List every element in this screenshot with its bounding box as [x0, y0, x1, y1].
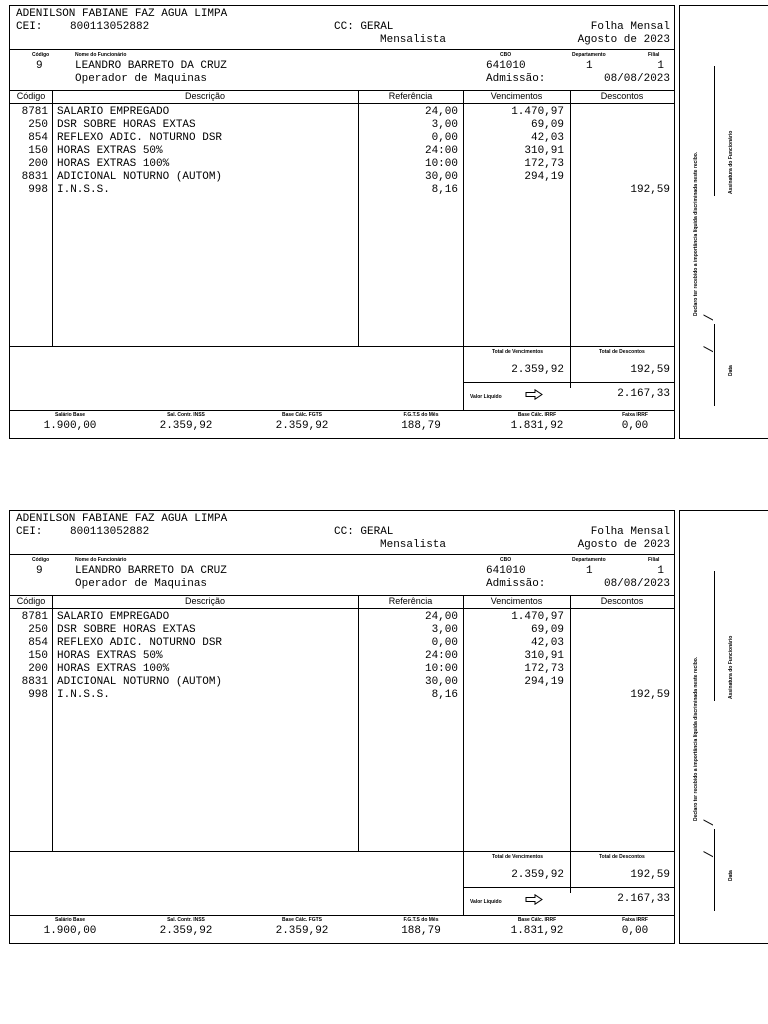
row-description: ADICIONAL NOTURNO (AUTOM) — [57, 171, 223, 183]
payslip — [9, 5, 768, 443]
footer-value: 188,79 — [401, 420, 441, 432]
row-earnings: 172,73 — [524, 158, 564, 170]
col-header-deductions: Descontos — [600, 91, 644, 101]
row-code: 8831 — [21, 676, 48, 688]
col-header-description: Descrição — [184, 596, 225, 606]
footer-label: Sal. Contr. INSS — [167, 917, 205, 923]
row-code: 8781 — [21, 106, 48, 118]
total-earnings-value: 2.359,92 — [511, 869, 564, 881]
column-divider — [463, 90, 464, 410]
admission-date: 08/08/2023 — [603, 578, 670, 590]
divider — [10, 410, 674, 411]
admission-date: 08/08/2023 — [603, 73, 670, 85]
employee-cbo: 641010 — [486, 565, 526, 577]
payment-type: Mensalista — [380, 34, 447, 46]
col-header-description: Descrição — [184, 91, 225, 101]
signature-line — [714, 66, 715, 196]
column-divider — [570, 595, 571, 893]
employee-name-label: Nome do Funcionário — [75, 52, 127, 58]
row-reference: 24,00 — [424, 106, 458, 118]
department-label: Departamento — [572, 557, 606, 563]
date-label: Data — [728, 870, 734, 881]
cbo-label: CBO — [500, 52, 512, 58]
company-name: ADENILSON FABIANE FAZ AGUA LIMPA — [16, 8, 228, 20]
footer-label: Salário Base — [54, 917, 86, 923]
column-divider — [52, 90, 53, 346]
col-header-earnings: Vencimentos — [490, 596, 543, 606]
row-description: DSR SOBRE HORAS EXTAS — [57, 119, 196, 131]
row-code: 150 — [28, 145, 48, 157]
employee-branch: 1 — [657, 565, 664, 577]
footer-label: Base Cálc. IRRF — [517, 412, 557, 418]
row-earnings: 42,03 — [530, 132, 564, 144]
total-earnings-label: Total de Vencimentos — [492, 854, 544, 860]
row-code: 250 — [28, 624, 48, 636]
row-description: DSR SOBRE HORAS EXTAS — [57, 624, 196, 636]
footer-label: Salário Base — [54, 412, 86, 418]
payslip — [9, 510, 768, 948]
employee-cbo: 641010 — [486, 60, 526, 72]
employee-code: 9 — [36, 565, 43, 577]
date-slashes: / / — [702, 305, 717, 353]
receipt-strip — [679, 510, 768, 944]
row-reference: 0,00 — [431, 637, 458, 649]
employee-branch: 1 — [657, 60, 664, 72]
branch-label: Filial — [648, 557, 660, 563]
signature-label: Assinatura do Funcionário — [728, 635, 734, 699]
cei-value: 800113052882 — [70, 21, 150, 33]
row-description: SALARIO EMPREGADO — [57, 106, 170, 118]
admission-label: Admissão: — [486, 578, 546, 590]
row-description: HORAS EXTRAS 50% — [57, 145, 163, 157]
footer-value: 0,00 — [621, 925, 649, 937]
row-description: HORAS EXTRAS 100% — [57, 158, 170, 170]
row-code: 8831 — [21, 171, 48, 183]
net-pay-label: Valor Líquido — [470, 394, 502, 400]
footer-value: 1.900,00 — [43, 420, 97, 432]
code-label: Código — [32, 557, 50, 563]
divider — [10, 851, 674, 852]
footer-value: 188,79 — [401, 925, 441, 937]
row-code: 854 — [28, 637, 48, 649]
code-label: Código — [32, 52, 50, 58]
row-reference: 24:00 — [424, 650, 458, 662]
column-divider — [570, 90, 571, 388]
signature-line — [714, 571, 715, 701]
divider — [10, 915, 674, 916]
row-earnings: 1.470,97 — [511, 611, 564, 623]
footer-value: 2.359,92 — [275, 925, 329, 937]
employee-name-label: Nome do Funcionário — [75, 557, 127, 563]
row-earnings: 294,19 — [524, 676, 564, 688]
row-earnings: 310,91 — [524, 650, 564, 662]
payslip-main — [9, 5, 675, 439]
arrow-right-icon — [525, 894, 543, 905]
employee-name: LEANDRO BARRETO DA CRUZ — [75, 60, 227, 72]
divider — [463, 887, 674, 888]
cei-value: 800113052882 — [70, 526, 150, 538]
total-earnings-value: 2.359,92 — [511, 364, 564, 376]
net-pay-value: 2.167,33 — [617, 893, 670, 905]
payment-type: Mensalista — [380, 539, 447, 551]
employee-department: 1 — [586, 60, 593, 72]
row-reference: 24,00 — [424, 611, 458, 623]
row-description: SALARIO EMPREGADO — [57, 611, 170, 623]
row-description: ADICIONAL NOTURNO (AUTOM) — [57, 676, 223, 688]
footer-value: 1.831,92 — [510, 420, 564, 432]
employee-role: Operador de Maquinas — [75, 578, 208, 590]
col-header-earnings: Vencimentos — [490, 91, 543, 101]
row-code: 250 — [28, 119, 48, 131]
document-title: Folha Mensal — [590, 526, 670, 538]
divider — [10, 103, 674, 104]
date-slashes: / / — [702, 810, 717, 858]
row-reference: 10:00 — [424, 158, 458, 170]
row-code: 998 — [28, 689, 48, 701]
total-deductions-value: 192,59 — [630, 869, 670, 881]
row-reference: 10:00 — [424, 663, 458, 675]
footer-label: Base Cálc. IRRF — [517, 917, 557, 923]
row-reference: 3,00 — [431, 119, 458, 131]
col-header-code: Código — [16, 91, 46, 101]
branch-label: Filial — [648, 52, 660, 58]
footer-value: 1.831,92 — [510, 925, 564, 937]
column-divider — [463, 595, 464, 915]
total-earnings-label: Total de Vencimentos — [492, 349, 544, 355]
employee-name: LEANDRO BARRETO DA CRUZ — [75, 565, 227, 577]
company-name: ADENILSON FABIANE FAZ AGUA LIMPA — [16, 513, 228, 525]
footer-label: F.G.T.S do Mês — [403, 412, 439, 418]
total-deductions-label: Total de Descontos — [599, 349, 645, 355]
column-divider — [358, 90, 359, 346]
arrow-right-icon — [525, 389, 543, 400]
row-earnings: 69,09 — [530, 119, 564, 131]
employee-role: Operador de Maquinas — [75, 73, 208, 85]
divider — [10, 346, 674, 347]
period: Agosto de 2023 — [577, 34, 670, 46]
footer-value: 2.359,92 — [159, 925, 213, 937]
row-reference: 0,00 — [431, 132, 458, 144]
receipt-strip — [679, 5, 768, 439]
row-reference: 3,00 — [431, 624, 458, 636]
row-deductions: 192,59 — [630, 184, 670, 196]
row-reference: 8,16 — [431, 689, 458, 701]
payslip-main — [9, 510, 675, 944]
row-earnings: 69,09 — [530, 624, 564, 636]
employee-code: 9 — [36, 60, 43, 72]
receipt-declaration: Declaro ter recebido a importância líquida discriminada neste recibo. — [693, 656, 699, 821]
net-pay-value: 2.167,33 — [617, 388, 670, 400]
footer-value: 2.359,92 — [159, 420, 213, 432]
row-earnings: 42,03 — [530, 637, 564, 649]
total-deductions-label: Total de Descontos — [599, 854, 645, 860]
employee-department: 1 — [586, 565, 593, 577]
row-code: 150 — [28, 650, 48, 662]
footer-label: Base Cálc. FGTS — [281, 412, 322, 418]
cost-center: CC: GERAL — [334, 21, 394, 33]
row-reference: 30,00 — [424, 676, 458, 688]
column-divider — [52, 595, 53, 851]
document-title: Folha Mensal — [590, 21, 670, 33]
col-header-code: Código — [16, 596, 46, 606]
divider — [10, 554, 674, 555]
divider — [10, 608, 674, 609]
row-deductions: 192,59 — [630, 689, 670, 701]
row-description: REFLEXO ADIC. NOTURNO DSR — [57, 637, 223, 649]
column-divider — [358, 595, 359, 851]
row-earnings: 294,19 — [524, 171, 564, 183]
row-earnings: 310,91 — [524, 145, 564, 157]
row-code: 854 — [28, 132, 48, 144]
divider — [463, 382, 674, 383]
footer-value: 0,00 — [621, 420, 649, 432]
footer-label: F.G.T.S do Mês — [403, 917, 439, 923]
col-header-deductions: Descontos — [600, 596, 644, 606]
row-earnings: 1.470,97 — [511, 106, 564, 118]
divider — [10, 49, 674, 50]
row-reference: 8,16 — [431, 184, 458, 196]
footer-label: Base Cálc. FGTS — [281, 917, 322, 923]
cost-center: CC: GERAL — [334, 526, 394, 538]
row-description: HORAS EXTRAS 50% — [57, 650, 163, 662]
row-reference: 30,00 — [424, 171, 458, 183]
row-description: REFLEXO ADIC. NOTURNO DSR — [57, 132, 223, 144]
row-code: 200 — [28, 158, 48, 170]
row-description: I.N.S.S. — [57, 689, 110, 701]
row-code: 200 — [28, 663, 48, 675]
row-code: 8781 — [21, 611, 48, 623]
footer-label: Sal. Contr. INSS — [167, 412, 205, 418]
receipt-declaration: Declaro ter recebido a importância líquida discriminada neste recibo. — [693, 151, 699, 316]
period: Agosto de 2023 — [577, 539, 670, 551]
row-reference: 24:00 — [424, 145, 458, 157]
footer-label: Faixa IRRF — [622, 917, 648, 923]
footer-value: 1.900,00 — [43, 925, 97, 937]
net-pay-label: Valor Líquido — [470, 899, 502, 905]
footer-label: Faixa IRRF — [622, 412, 648, 418]
date-label: Data — [728, 365, 734, 376]
department-label: Departamento — [572, 52, 606, 58]
footer-value: 2.359,92 — [275, 420, 329, 432]
row-earnings: 172,73 — [524, 663, 564, 675]
row-description: HORAS EXTRAS 100% — [57, 663, 170, 675]
row-code: 998 — [28, 184, 48, 196]
row-description: I.N.S.S. — [57, 184, 110, 196]
col-header-reference: Referência — [388, 596, 433, 606]
total-deductions-value: 192,59 — [630, 364, 670, 376]
admission-label: Admissão: — [486, 73, 546, 85]
signature-label: Assinatura do Funcionário — [728, 130, 734, 194]
cei-label: CEI: — [16, 21, 43, 33]
col-header-reference: Referência — [388, 91, 433, 101]
cei-label: CEI: — [16, 526, 43, 538]
cbo-label: CBO — [500, 557, 512, 563]
